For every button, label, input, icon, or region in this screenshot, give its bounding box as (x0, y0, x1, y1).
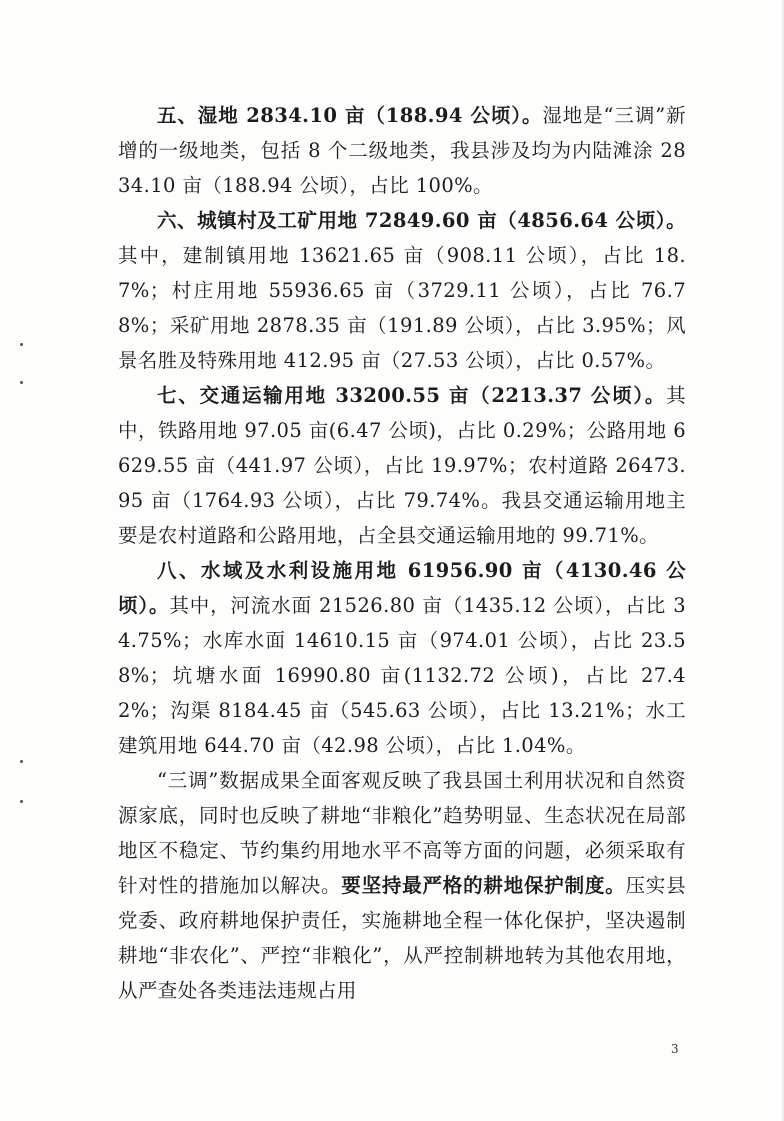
body-text (118, 98, 686, 1008)
paragraph-text-transport: 其中，铁路用地 97.05 亩(6.47 公顷)，占比 0.29%；公路用地 6629.55 亩（441.97 公顷），占比 19.97%；农村道路 26473.95 亩（1764.93 公顷），占比 79.74%。我县交通运输用地主要是农村道路和公路用地，占全县交通运输用地的 99.71%。 (118, 384, 686, 547)
emphasis-farmland-protection: 要坚持最严格的耕地保护制度。 (341, 874, 626, 897)
paragraph-water (118, 553, 686, 763)
paragraph-summary (118, 763, 686, 1008)
page-number: 3 (671, 1042, 679, 1056)
paragraph-text-wetland: 湿地是“三调”新增的一级地类，包括 8 个二级地类，我县涉及均为内陆滩涂 2834.10 亩（188.94 公顷），占比 100%。 (118, 104, 687, 197)
section-heading-water: 八、水域及水利设施用地 61956.90 亩（4130.46 公顷）。 (118, 559, 686, 617)
paragraph-urban-industrial (118, 203, 686, 378)
paragraph-transport (118, 378, 686, 553)
scan-speck (20, 800, 23, 803)
section-heading-transport: 七、交通运输用地 33200.55 亩（2213.37 公顷）。 (157, 384, 667, 407)
paragraph-text-urban-industrial: 其中，建制镇用地 13621.65 亩（908.11 公顷），占比 18.7%；村庄用地 55936.65 亩（3729.11 公顷），占比 76.78%；采矿用地 2878.35 亩（191.89 公顷），占比 3.95%；风景名胜及特殊用地 412.95 亩（27.53 公顷），占比 0.57%。 (118, 244, 686, 372)
paragraph-text-summary: “三调”数据成果全面客观反映了我县国土利用状况和自然资源家底，同时也反映了耕地“非粮化”趋势明显、生态状况在局部地区不稳定、节约集约用地水平不高等方面的问题，必须采取有针对性的措施加以解决。 (118, 769, 686, 897)
paragraph-text-summary-continued: 压实县党委、政府耕地保护责任，实施耕地全程一体化保护，坚决遏制耕地“非农化”、严控“非粮化”，从严控制耕地转为其他农用地，从严查处各类违法违规占用 (118, 874, 686, 1002)
section-heading-urban-industrial: 六、城镇村及工矿用地 72849.60 亩（4856.64 公顷）。 (157, 209, 686, 232)
scan-speck (20, 760, 23, 763)
scan-speck (20, 381, 23, 384)
paragraph-text-water: 其中，河流水面 21526.80 亩（1435.12 公顷），占比 34.75%；水库水面 14610.15 亩（974.01 公顷），占比 23.58%；坑塘水面 16990.80 亩(1132.72 公顷)，占比 27.42%；沟渠 8184.45 亩（545.63 公顷），占比 13.21%；水工建筑用地 644.70 亩（42.98 公顷），占比 1.04%。 (118, 594, 686, 757)
paragraph-wetland (118, 98, 686, 203)
scan-speck (20, 343, 23, 346)
section-heading-wetland: 五、湿地 2834.10 亩（188.94 公顷）。 (157, 104, 543, 127)
